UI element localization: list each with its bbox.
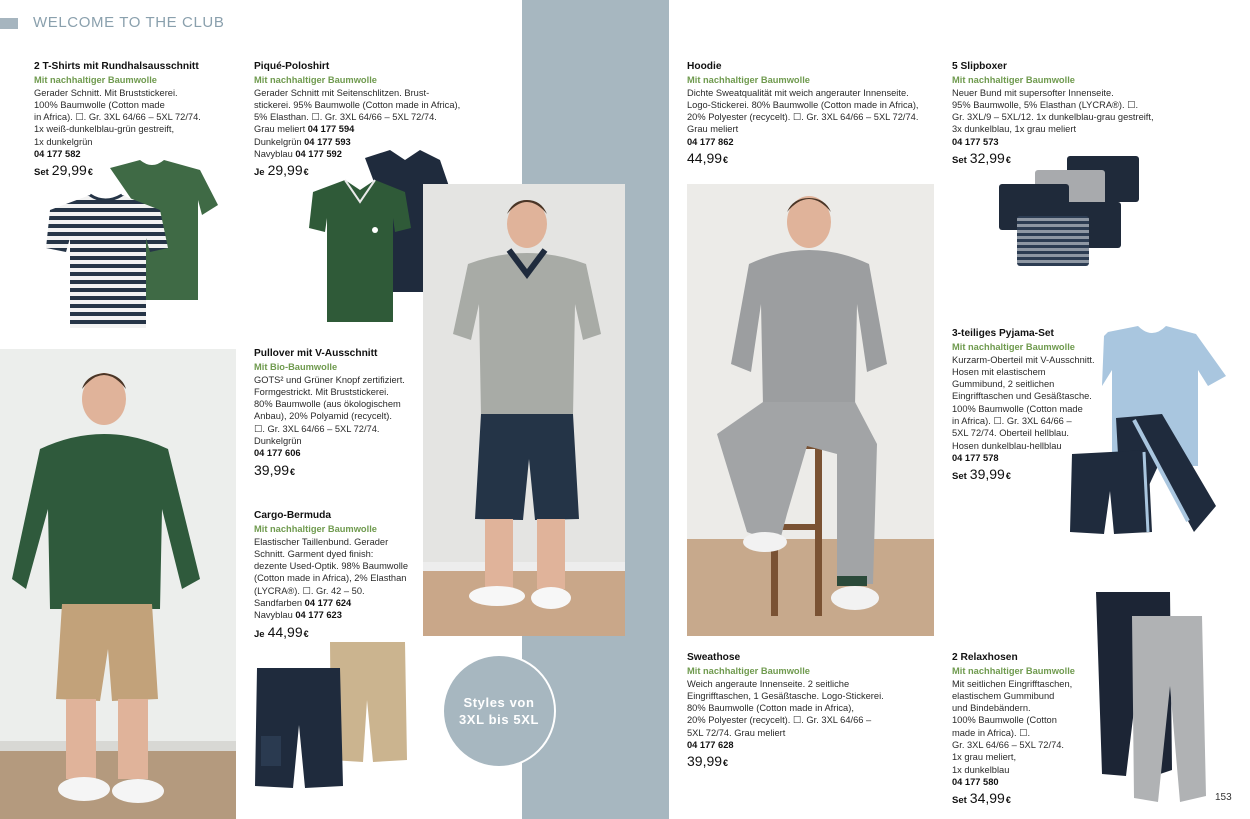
price xyxy=(254,623,424,641)
price-prefix: Set xyxy=(34,167,49,179)
price-value: 29,99 xyxy=(267,162,303,179)
badge-line-1: Styles von xyxy=(463,695,535,710)
price-prefix: Je xyxy=(254,628,265,640)
product-subtitle: Mit nachhaltiger Baumwolle xyxy=(34,75,157,86)
price-value: 39,99 xyxy=(687,753,723,770)
variant-label: Sandfarben xyxy=(254,598,303,609)
price-currency: € xyxy=(1005,795,1011,806)
price-currency: € xyxy=(1005,155,1011,166)
variant-sand xyxy=(254,597,424,609)
size-badge xyxy=(442,654,556,768)
header-accent-bar xyxy=(0,18,18,29)
price-currency: € xyxy=(303,167,309,178)
article-number: 04 177 580 xyxy=(952,776,999,787)
slipboxer-image[interactable] xyxy=(995,152,1145,270)
variant-label: Grau meliert xyxy=(254,124,306,135)
product-title: Cargo-Bermuda xyxy=(254,510,331,521)
product-title: 3-teiliges Pyjama-Set xyxy=(952,328,1054,339)
product-subtitle: Mit nachhaltiger Baumwolle xyxy=(687,75,810,86)
product-subtitle: Mit nachhaltiger Baumwolle xyxy=(687,666,810,677)
variant-navy xyxy=(254,609,424,621)
product-description: Neuer Bund mit supersofter Innenseite. 95% Baumwolle, 5% Elasthan (LYCRA®). ☐. Gr. 3XL/9 – 5XL/12. 1x dunkelblau-grau gestreift, 3x dunkelblau, 1x grau meliert xyxy=(952,87,1154,135)
product-description: Dichte Sweatqualität mit weich angerauter Innenseite. Logo-Stickerei. 80% Baumwolle (Cotton made in Africa), 20% Polyester (recycelt). ☐. Gr. 3XL 64/66 – 5XL 72/74. Grau meliert xyxy=(687,87,919,135)
variant-article: 04 177 592 xyxy=(295,149,342,160)
price xyxy=(687,152,937,166)
article-number: 04 177 582 xyxy=(34,149,81,160)
price xyxy=(952,792,1102,807)
variant-article: 04 177 624 xyxy=(304,598,352,609)
product-description: GOTS² und Grüner Knopf zertifiziert. Formgestrickt. Mit Bruststickerei. 80% Baumwolle (aus ökologischem Anbau), 20% Polyamid (recycelt). ☐. Gr. 3XL 64/66 – 5XL 72/74. Dunkelgrün xyxy=(254,374,405,447)
pyjama-image[interactable] xyxy=(1068,326,1228,541)
price-prefix: Set xyxy=(952,155,967,167)
price-prefix: Je xyxy=(254,167,265,179)
variant-article: 04 177 623 xyxy=(295,610,342,621)
product-title: 2 T-Shirts mit Rundhalsausschnitt xyxy=(34,61,199,72)
product-description: Weich angeraute Innenseite. 2 seitliche Eingrifftaschen, 1 Gesäßtasche. Logo-Stickerei. 80% Baumwolle (Cotton made in Africa), 20% Polyester (recycelt). ☐. Gr. 3XL 64/66 – 5XL 72/74. Grau meliert xyxy=(687,678,884,738)
variant-label: Dunkelgrün xyxy=(254,136,302,147)
price-value: 44,99 xyxy=(267,623,303,640)
article-number: 04 177 628 xyxy=(687,740,734,751)
price-value: 44,99 xyxy=(687,150,723,167)
section-title: WELCOME TO THE CLUB xyxy=(33,14,225,31)
price xyxy=(254,461,424,478)
model-pullover-photo[interactable] xyxy=(0,349,236,819)
product-subtitle: Mit nachhaltiger Baumwolle xyxy=(952,666,1075,677)
price-value: 39,99 xyxy=(969,466,1005,483)
variant-label: Navyblau xyxy=(254,149,293,160)
article-number: 04 177 606 xyxy=(254,448,301,459)
variant-grey xyxy=(254,123,464,135)
price-value: 29,99 xyxy=(51,162,87,179)
product-description: Kurzarm-Oberteil mit V-Ausschnitt. Hosen mit elastischem Gummibund, 2 seitlichen Eingrifftaschen und Gesäßtasche. 100% Baumwolle (Cotton made in Africa). ☐. Gr. 3XL 64/66 – 5XL 72/74. Oberteil hellblau. Hosen dunkelblau-hellblau xyxy=(952,354,1095,451)
bermuda-image[interactable] xyxy=(255,640,410,790)
price xyxy=(687,755,937,769)
product-title: Sweathose xyxy=(687,652,741,663)
variant-article: 04 177 594 xyxy=(307,124,355,135)
product-bermuda xyxy=(254,510,424,641)
page-number: 153 xyxy=(1215,792,1232,803)
price-currency: € xyxy=(303,628,309,639)
product-subtitle: Mit Bio-Baumwolle xyxy=(254,362,338,373)
price-value: 34,99 xyxy=(969,790,1005,807)
product-relaxhosen xyxy=(952,652,1102,808)
price-currency: € xyxy=(1005,471,1011,482)
price-prefix: Set xyxy=(952,795,967,807)
price-value: 39,99 xyxy=(254,461,290,478)
model-hoodie-photo[interactable] xyxy=(687,184,934,636)
article-number: 04 177 573 xyxy=(952,136,999,147)
price-currency: € xyxy=(723,155,729,166)
article-number: 04 177 862 xyxy=(687,136,734,147)
product-description: Elastischer Taillenbund. Gerader Schnitt. Garment dyed finish: dezente Used-Optik. 98% Baumwolle (Cotton made in Africa), 2% Elasthan (LYCRA®). ☐. Gr. 42 – 50. xyxy=(254,536,408,596)
price-prefix: Set xyxy=(952,471,967,483)
product-subtitle: Mit nachhaltiger Baumwolle xyxy=(254,75,377,86)
product-description: Gerader Schnitt mit Seitenschlitzen. Brust- stickerei. 95% Baumwolle (Cotton made in Africa), 5% Elasthan. ☐. Gr. 3XL 64/66 – 5XL 72/74. xyxy=(254,87,461,123)
product-hoodie xyxy=(687,61,937,166)
variant-green xyxy=(254,136,464,148)
product-description: Gerader Schnitt. Mit Bruststickerei. 100% Baumwolle (Cotton made in Africa). ☐. Gr. 3XL 64/66 – 5XL 72/74. 1x weiß-dunkelblau-grün gestreift, 1x dunkelgrün xyxy=(34,87,201,147)
price-currency: € xyxy=(87,167,93,178)
product-sweathose xyxy=(687,652,937,770)
product-subtitle: Mit nachhaltiger Baumwolle xyxy=(254,524,377,535)
price-currency: € xyxy=(290,466,296,477)
tshirts-image[interactable] xyxy=(40,160,225,330)
product-title: Hoodie xyxy=(687,61,722,72)
product-pullover xyxy=(254,348,424,478)
product-title: 5 Slipboxer xyxy=(952,61,1007,72)
relaxhosen-image[interactable] xyxy=(1090,590,1210,805)
product-title: 2 Relaxhosen xyxy=(952,652,1018,663)
article-number: 04 177 578 xyxy=(952,452,999,463)
product-subtitle: Mit nachhaltiger Baumwolle xyxy=(952,75,1075,86)
product-title: Pullover mit V-Ausschnitt xyxy=(254,348,378,359)
variant-label: Navyblau xyxy=(254,610,293,621)
price-currency: € xyxy=(723,758,729,769)
model-polo-photo[interactable] xyxy=(423,184,625,636)
product-subtitle: Mit nachhaltiger Baumwolle xyxy=(952,342,1075,353)
variant-article: 04 177 593 xyxy=(304,136,351,147)
price-value: 32,99 xyxy=(969,150,1005,167)
product-description: Mit seitlichen Eingrifftaschen, elastischem Gummibund und Bindebändern. 100% Baumwolle (Cotton made in Africa). ☐. Gr. 3XL 64/66 – 5XL 72/74. 1x grau meliert, 1x dunkelblau xyxy=(952,678,1073,775)
badge-line-2: 3XL bis 5XL xyxy=(458,712,540,727)
product-title: Piqué-Poloshirt xyxy=(254,61,330,72)
